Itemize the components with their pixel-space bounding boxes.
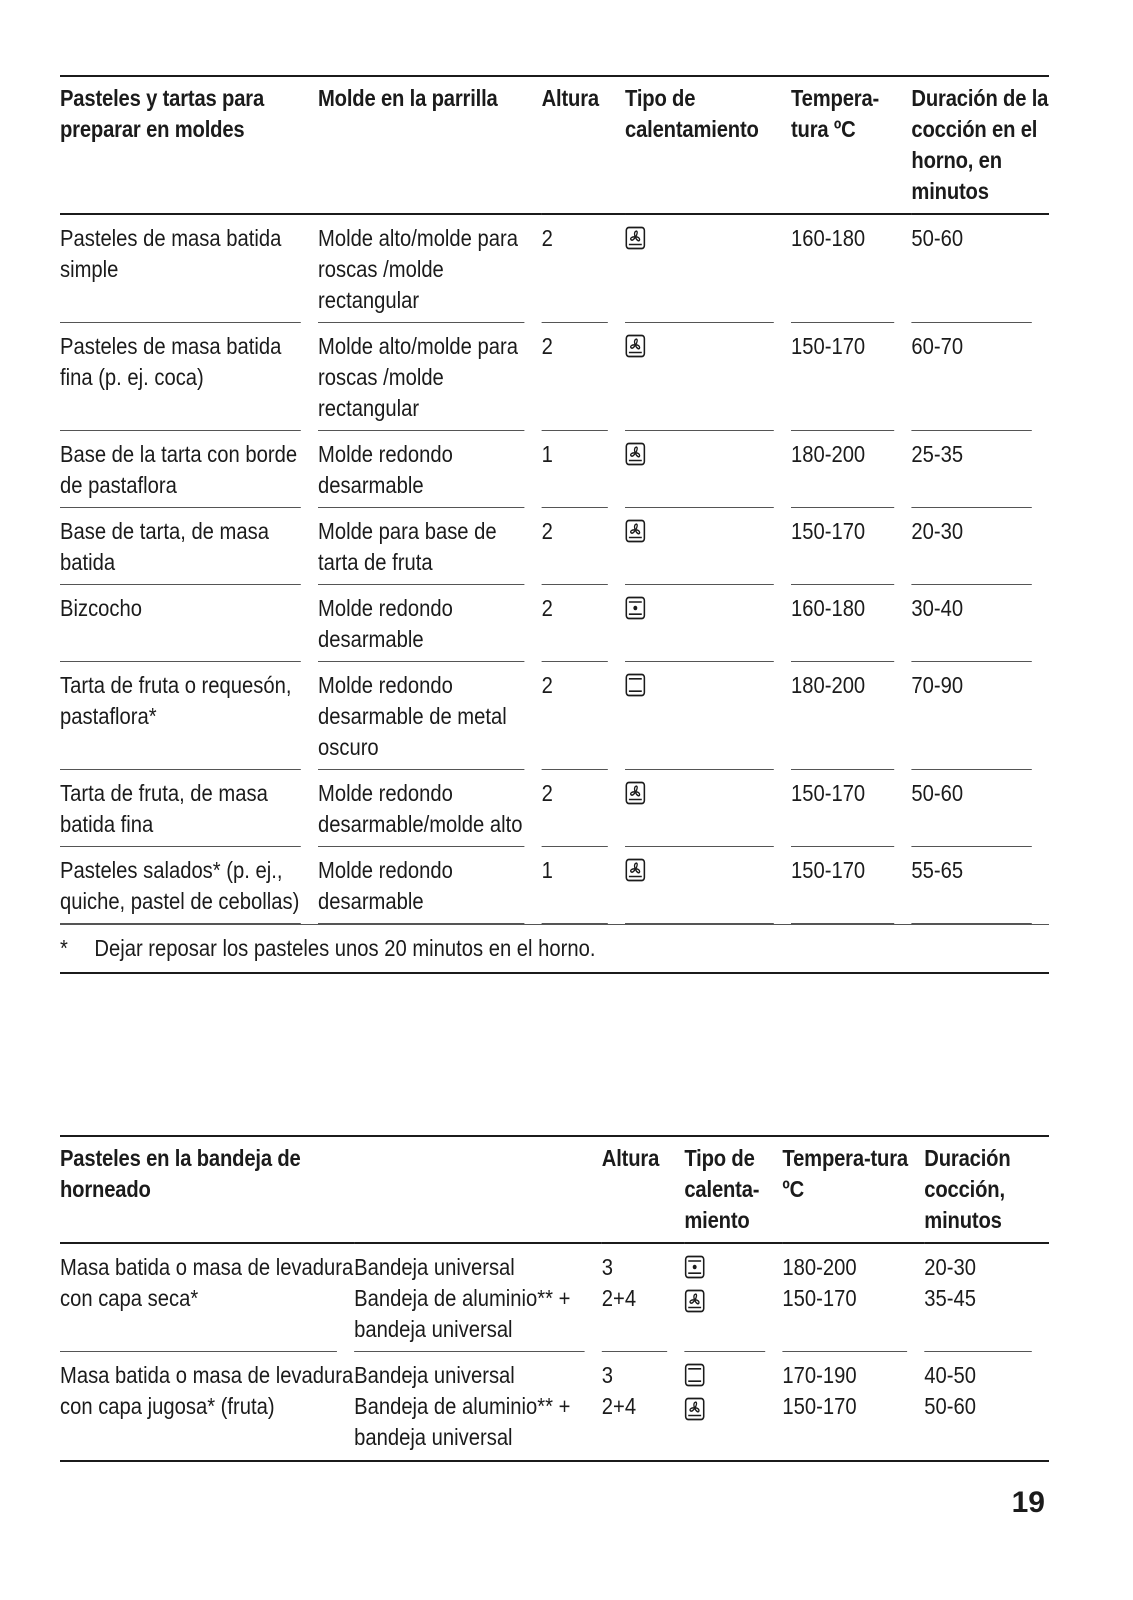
table-mould-cakes	[60, 75, 1049, 974]
table-header-row	[60, 77, 1049, 215]
footnote-marker: *	[60, 935, 68, 961]
cell-heating	[625, 431, 791, 508]
cell-product: Bizcocho	[60, 585, 318, 662]
cell-temperature: 150-170	[791, 508, 911, 585]
cell-product: Base de tarta, de masa batida	[60, 508, 318, 585]
cell-heating	[684, 1352, 782, 1460]
cell-time: 70-90	[911, 662, 1049, 770]
header-product: Pasteles en la bandeja de horneado	[60, 1137, 354, 1244]
time-option-1: 40-50	[924, 1362, 976, 1388]
table-row	[60, 215, 1049, 323]
fan-heat-icon	[625, 781, 646, 805]
page-number: 19	[1011, 1486, 1045, 1519]
cell-time: 50-60	[911, 215, 1049, 323]
cell-heating	[625, 662, 791, 770]
tray-option-1: Bandeja universal	[354, 1254, 515, 1280]
fan-heat-icon	[625, 226, 646, 250]
table-row	[60, 1244, 1049, 1352]
cell-product: Tarta de fruta o requesón, pastaflora*	[60, 662, 318, 770]
table-row	[60, 431, 1049, 508]
temp-option-2: 150-170	[782, 1285, 857, 1311]
table-row	[60, 323, 1049, 431]
cell-product: Base de la tarta con borde de pastaflora	[60, 431, 318, 508]
header-heating: Tipo de calentamiento	[625, 77, 791, 215]
cell-product: Masa batida o masa de levadura con capa jugosa* (fruta)	[60, 1362, 354, 1419]
time-option-2: 35-45	[924, 1285, 976, 1311]
fan-heat-icon	[625, 442, 646, 466]
cell-heating	[625, 847, 791, 924]
table-row	[60, 1352, 1049, 1460]
cell-product: Pasteles de masa batida fina (p. ej. coca)	[60, 323, 318, 431]
top-bottom-heat-icon	[625, 673, 646, 697]
cell-level: 1	[542, 431, 625, 508]
cell-temperature: 150-170	[791, 323, 911, 431]
cell-temperature: 180-200	[791, 431, 911, 508]
header-temperature: Tempera-tura ºC	[782, 1137, 924, 1244]
header-temperature: Tempera-tura ºC	[791, 77, 911, 215]
level-option-2: 2+4	[601, 1393, 637, 1419]
cell-heating	[625, 585, 791, 662]
cell-level: 2	[542, 662, 625, 770]
temp-option-1: 180-200	[782, 1254, 857, 1280]
cell-mould: Molde redondo desarmable de metal oscuro	[318, 662, 542, 770]
level-option-1: 3	[601, 1362, 614, 1388]
table-row	[60, 662, 1049, 770]
cell-mould: Molde redondo desarmable	[318, 847, 542, 924]
cell-temperature: 150-170	[791, 847, 911, 924]
header-tray	[354, 1137, 602, 1244]
fan-heat-icon	[625, 334, 646, 358]
cell-heating	[625, 770, 791, 847]
tray-option-2: Bandeja de aluminio** + bandeja universal	[354, 1285, 571, 1342]
header-heating: Tipo de calenta-miento	[684, 1137, 782, 1244]
cell-heating	[625, 215, 791, 323]
cell-temperature	[782, 1352, 924, 1460]
cell-heating	[625, 323, 791, 431]
top-bottom-heat-icon	[684, 1363, 705, 1387]
level-option-1: 3	[601, 1254, 614, 1280]
cell-level: 2	[542, 585, 625, 662]
fan-heat-icon	[625, 519, 646, 543]
tray-option-2: Bandeja de aluminio** + bandeja universal	[354, 1393, 571, 1450]
cell-mould: Molde alto/molde para roscas /molde rectangular	[318, 323, 542, 431]
table-header-row	[60, 1137, 1049, 1244]
cell-mould: Molde redondo desarmable/molde alto	[318, 770, 542, 847]
cell-level: 2	[542, 215, 625, 323]
temp-option-2: 150-170	[782, 1393, 857, 1419]
cell-mould: Molde redondo desarmable	[318, 585, 542, 662]
cell-time	[924, 1352, 1049, 1460]
cell-time: 50-60	[911, 770, 1049, 847]
cell-level: 1	[542, 847, 625, 924]
temp-option-1: 170-190	[782, 1362, 857, 1388]
cell-time: 60-70	[911, 323, 1049, 431]
cell-tray	[354, 1352, 602, 1460]
cell-time	[924, 1244, 1049, 1352]
cell-temperature	[782, 1244, 924, 1352]
cell-product: Tarta de fruta, de masa batida fina	[60, 770, 318, 847]
time-option-2: 50-60	[924, 1393, 976, 1419]
cell-product: Pasteles de masa batida simple	[60, 215, 318, 323]
cell-time: 20-30	[911, 508, 1049, 585]
cell-temperature: 180-200	[791, 662, 911, 770]
cell-heating	[684, 1244, 782, 1352]
header-level: Altura	[602, 1137, 685, 1244]
cell-mould: Molde redondo desarmable	[318, 431, 542, 508]
cell-product: Pasteles salados* (p. ej., quiche, pastel de cebollas)	[60, 847, 318, 924]
header-mould: Molde en la parrilla	[318, 77, 542, 215]
table-row	[60, 847, 1049, 924]
time-option-1: 20-30	[924, 1254, 976, 1280]
fan-heat-icon	[684, 1397, 705, 1421]
cell-mould: Molde para base de tarta de fruta	[318, 508, 542, 585]
cell-level: 2	[542, 323, 625, 431]
pizza-setting-icon	[684, 1255, 705, 1279]
cell-time: 30-40	[911, 585, 1049, 662]
header-time: Duración de la cocción en el horno, en minutos	[911, 77, 1049, 215]
cell-mould: Molde alto/molde para roscas /molde rectangular	[318, 215, 542, 323]
cell-time: 25-35	[911, 431, 1049, 508]
table-row	[60, 585, 1049, 662]
fan-heat-icon	[684, 1289, 705, 1313]
header-time: Duración cocción, minutos	[924, 1137, 1049, 1244]
cell-level	[602, 1352, 685, 1460]
level-option-2: 2+4	[601, 1285, 637, 1311]
footnote	[60, 924, 1049, 972]
cell-time: 55-65	[911, 847, 1049, 924]
cell-temperature: 160-180	[791, 215, 911, 323]
cell-level: 2	[542, 770, 625, 847]
cell-level	[602, 1244, 685, 1352]
pizza-setting-icon	[625, 596, 646, 620]
fan-heat-icon	[625, 858, 646, 882]
table-tray-cakes	[60, 1135, 1049, 1462]
table-row	[60, 770, 1049, 847]
table-row	[60, 508, 1049, 585]
cell-product: Masa batida o masa de levadura con capa seca*	[60, 1244, 354, 1352]
header-level: Altura	[542, 77, 625, 215]
footnote-text: Dejar reposar los pasteles unos 20 minutos en el horno.	[94, 935, 596, 961]
cell-level: 2	[542, 508, 625, 585]
header-product: Pasteles y tartas para preparar en moldes	[60, 77, 318, 215]
cell-temperature: 160-180	[791, 585, 911, 662]
tray-option-1: Bandeja universal	[354, 1362, 515, 1388]
footnote-row	[60, 924, 1049, 972]
cell-tray	[354, 1244, 602, 1352]
cell-temperature: 150-170	[791, 770, 911, 847]
cell-heating	[625, 508, 791, 585]
